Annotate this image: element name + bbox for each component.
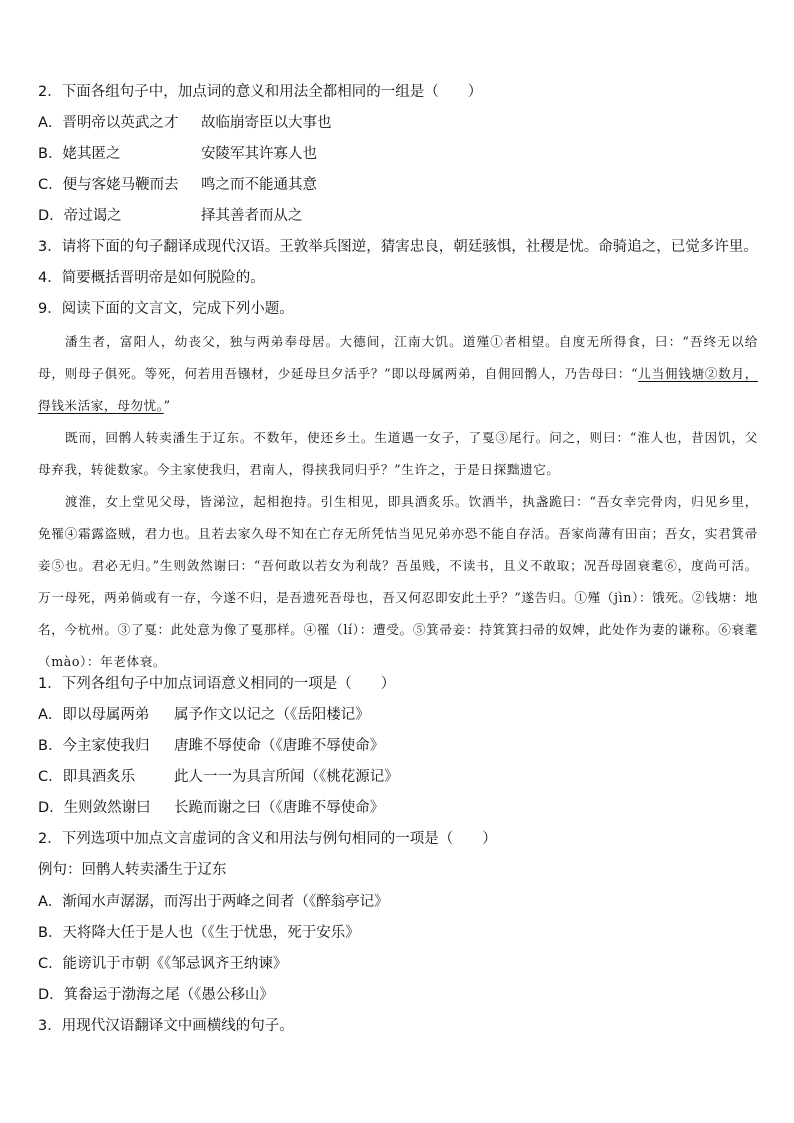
- option-c-right: 此人一一为具言所闻（《桃花源记》: [174, 769, 399, 785]
- option-a: A．渐闻水声潺潺，而泻出于两峰之间者（《醉翁亭记》: [38, 894, 389, 910]
- option-b-left: B．姥其匿之: [38, 146, 121, 162]
- option-b-right: 安陵军其许寡人也: [201, 146, 317, 162]
- option-d-left: D．生则敛然谢曰: [38, 800, 151, 816]
- question-stem: 1．下列各组句子中加点词语意义相同的一项是（ ）: [38, 676, 396, 692]
- annotation-notes: 殣（jìn）：饿死。②钱塘：地名，今杭州。③了戛：此处意为像了戛那样。④罹（lí）：遭受。⑤箕帚妾：持箕箕扫帚的奴婢，此处作为妻的谦称。⑥衰耄（mào）：年老体衰。: [38, 590, 759, 669]
- option-d-right: 择其善者而从之: [201, 208, 303, 224]
- passage-paragraph: 渡淮，女上堂见父母，皆涕泣，起相抱持。引生相见，即具酒炙乐。饮酒半，执盏跪曰：“吾女幸完骨肉，归见乡里，免罹④霜露盗贼，君力也。且若去家久母不知在亡存无所凭怙当见兄弟亦恐不能自存活。吾家尚薄有田亩；吾女，实君箕帚妾⑤也。君必无归。”生则敛然谢曰：“吾何敢以若女为利哉？吾虽贱，不读书，且义不敢取；况吾母固衰耄⑥，度尚可活。万一母死，两弟倘或有一存，今遂不归，是吾遗死吾母也，吾又何忍即安此土乎？”遂告归。①殣（jìn）：饿死。②钱塘：地名，今杭州。③了戛：此处意为像了戛那样。④罹（lí）：遭受。⑤箕帚妾：持箕箕扫帚的奴婢，此处作为妻的谦称。⑥衰耄（mào）：年老体衰。: [38, 494, 759, 669]
- question-stem: 3．用现代汉语翻译文中画横线的句子。: [38, 1018, 294, 1034]
- question-stem: 2．下面各组句子中，加点词的意义和用法全都相同的一组是（ ）: [38, 84, 483, 100]
- question-stem: 2．下列选项中加点文言虚词的含义和用法与例句相同的一项是（ ）: [38, 831, 497, 847]
- option-b: B．天将降大任于是人也（《生于忧患，死于安乐》: [38, 925, 360, 941]
- option-c-left: C．便与客姥马鞭而去: [38, 177, 179, 193]
- example-sentence: 例句：回鹘人转卖潘生于辽东: [38, 862, 227, 878]
- option-a-left: A．晋明帝以英武之才: [38, 115, 179, 131]
- underlined-sentence: 儿当佣钱塘②数月，得钱米活家，母勿忧。: [38, 366, 758, 413]
- option-d-right: 长跪而谢之曰（《唐雎不辱使命》: [174, 800, 385, 816]
- option-d: D．箕畚运于渤海之尾（《愚公移山》: [38, 987, 274, 1003]
- option-d-left: D．帝过谒之: [38, 208, 122, 224]
- question-stem: 9．阅读下面的文言文，完成下列小题。: [38, 301, 294, 317]
- option-b-right: 唐雎不辱使命（《唐雎不辱使命》: [174, 738, 385, 754]
- question-stem: 4．简要概括晋明帝是如何脱险的。: [38, 270, 265, 286]
- option-a-right: 属予作文以记之（《岳阳楼记》: [174, 707, 370, 723]
- option-c: C．能谤讥于市朝《《邹忌讽齐王纳谏》: [38, 956, 288, 972]
- question-stem: 3．请将下面的句子翻译成现代汉语。王敦举兵图逆，猜害忠良，朝廷骇惧，社稷是忧。命骑追之，已觉多许里。: [38, 239, 758, 255]
- passage-paragraph: 既而，回鹘人转卖潘生于辽东。不数年，使还乡土。生道遇一女子，了戛③尾行。问之，则曰：“淮人也，昔因饥，父母弃我，转徙数家。今主家使我归，君南人，得挟我同归乎？”生许之，于是日探黜遗它。: [38, 430, 758, 477]
- option-b-left: B．今主家使我归: [38, 738, 150, 754]
- passage-paragraph: 潘生者，富阳人，幼丧父，独与两弟奉母居。大德间，江南大饥。道殣①者相望。自度无所得食，曰：“吾终无以给母，则母子俱死。等死，何若用吾镪材，少延母旦夕活乎？”即以母属两弟，自佣回鹘人，乃告母曰：“儿当佣钱塘②数月，得钱米活家，母勿忧。”: [38, 334, 758, 413]
- option-c-left: C．即具酒炙乐: [38, 769, 136, 785]
- option-a-left: A．即以母属两弟: [38, 707, 150, 723]
- option-a-right: 故临崩寄臣以大事也: [201, 115, 332, 131]
- passage: [38, 326, 758, 678]
- option-c-right: 鸣之而不能通其意: [201, 177, 317, 193]
